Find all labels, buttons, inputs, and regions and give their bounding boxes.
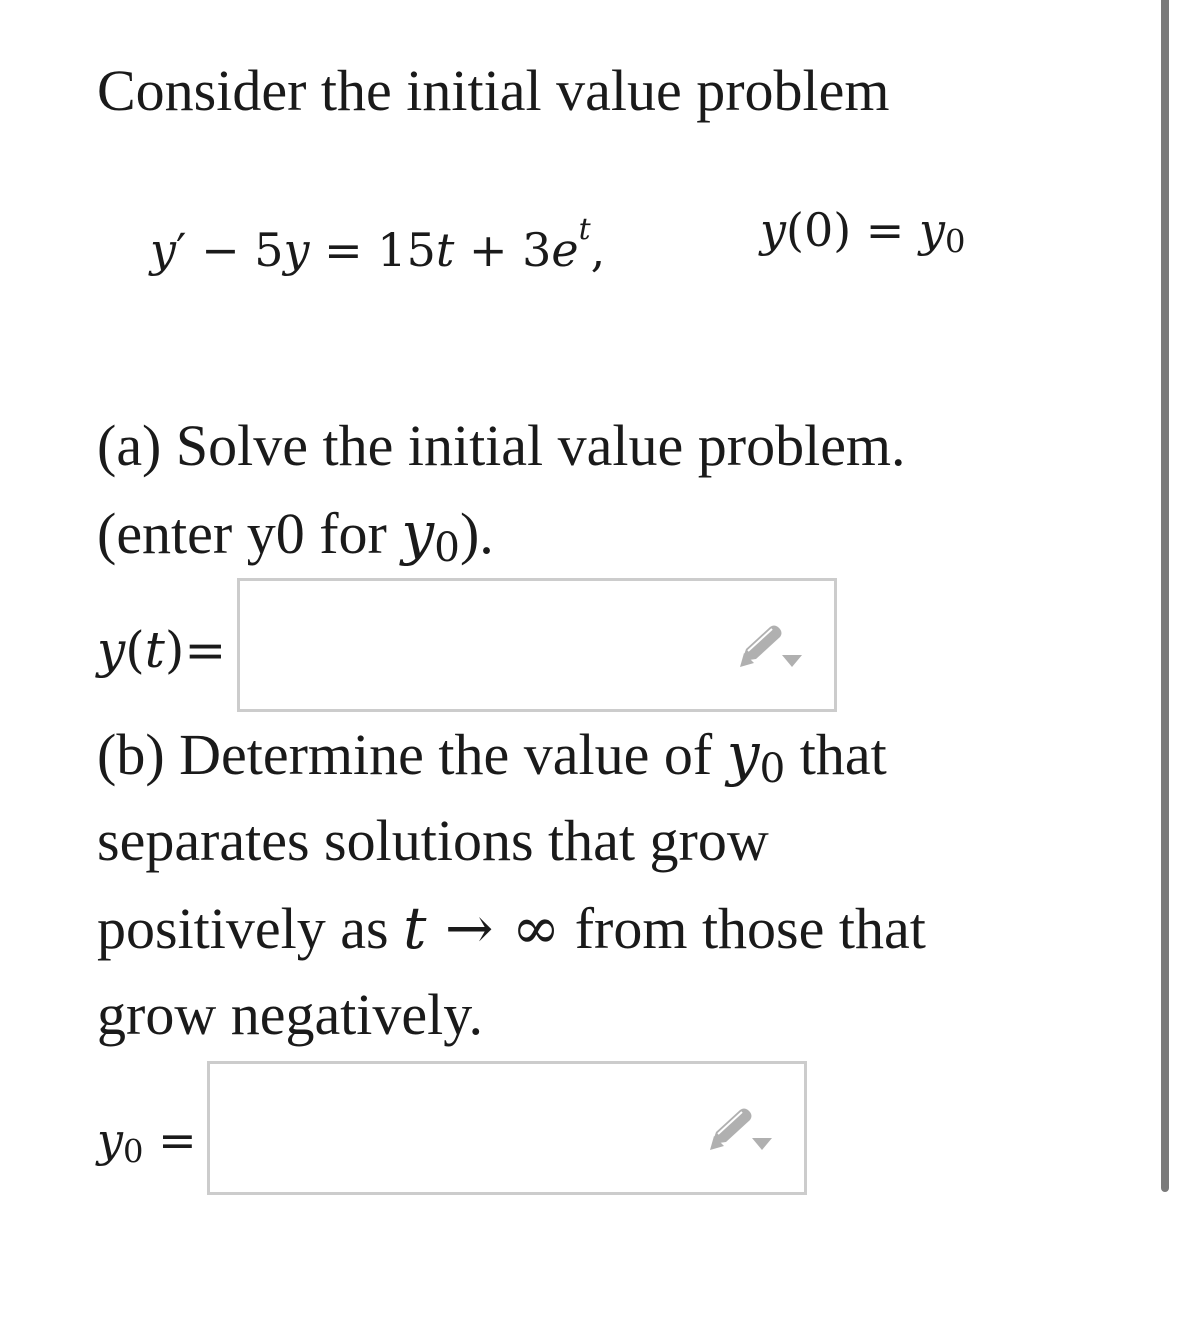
part-a-line2	[97, 490, 494, 590]
part-b-line3-post: from those that	[560, 896, 926, 961]
part-b-line4: grow negatively.	[97, 982, 484, 1047]
eq-prime: ′	[176, 222, 187, 277]
part-b-line1	[97, 711, 887, 811]
pencil-dropdown-icon[interactable]	[706, 1106, 776, 1156]
answer-b-label-y: y	[97, 1113, 123, 1167]
intro-text: Consider the initial value problem	[97, 58, 890, 123]
part-a-line2-post: ).	[459, 501, 494, 566]
ode-equation	[150, 190, 605, 290]
answer-a-input[interactable]	[237, 578, 837, 712]
part-a-y0-sub: 0	[434, 523, 460, 572]
eq-e: e	[551, 222, 579, 277]
part-b-line3	[97, 885, 926, 972]
initial-condition	[760, 190, 965, 281]
ic-y: y	[760, 203, 786, 257]
answer-a-label-y: y	[97, 621, 126, 679]
eq-equals: = 15	[309, 222, 436, 277]
part-b-line1-post: that	[785, 722, 887, 787]
ic-arg: (0)	[786, 203, 852, 257]
part-b-line3-pre: positively as	[97, 896, 404, 961]
eq-t: t	[435, 222, 455, 277]
pencil-dropdown-icon[interactable]	[736, 623, 806, 673]
part-b-arrow-infinity: → ∞	[426, 894, 561, 962]
scrollbar[interactable]	[1161, 0, 1169, 1192]
answer-a-label-open: (	[125, 621, 145, 679]
part-b-line1-pre: (b) Determine the value of	[97, 722, 727, 787]
part-a-y0-var: y	[401, 499, 435, 567]
ic-rhs-sub: 0	[944, 222, 966, 261]
eq-y: y	[150, 222, 176, 277]
answer-b-input[interactable]	[207, 1061, 807, 1195]
eq-comma: ,	[590, 222, 606, 277]
answer-b-label-eq: =	[143, 1113, 197, 1167]
part-b-y0-var: y	[726, 720, 760, 788]
eq-y2: y	[283, 222, 310, 277]
ic-rhs-y: y	[918, 203, 945, 257]
eq-minus: − 5	[186, 222, 284, 277]
answer-a-label-close: )=	[164, 621, 227, 679]
answer-b-label-sub: 0	[123, 1132, 144, 1171]
ic-equals: =	[851, 203, 919, 257]
eq-exponent: t	[578, 212, 591, 247]
part-a-line1: (a) Solve the initial value problem.	[97, 413, 906, 478]
part-b-y0-sub: 0	[759, 744, 786, 793]
answer-b-label	[97, 1105, 197, 1186]
eq-plus: + 3	[454, 222, 552, 277]
part-b-t-var: t	[403, 894, 427, 962]
answer-a-label	[97, 615, 226, 685]
part-b-line2: separates solutions that grow	[97, 808, 769, 873]
part-a-line2-pre: (enter y0 for	[97, 501, 402, 566]
answer-a-label-t: t	[144, 621, 165, 679]
